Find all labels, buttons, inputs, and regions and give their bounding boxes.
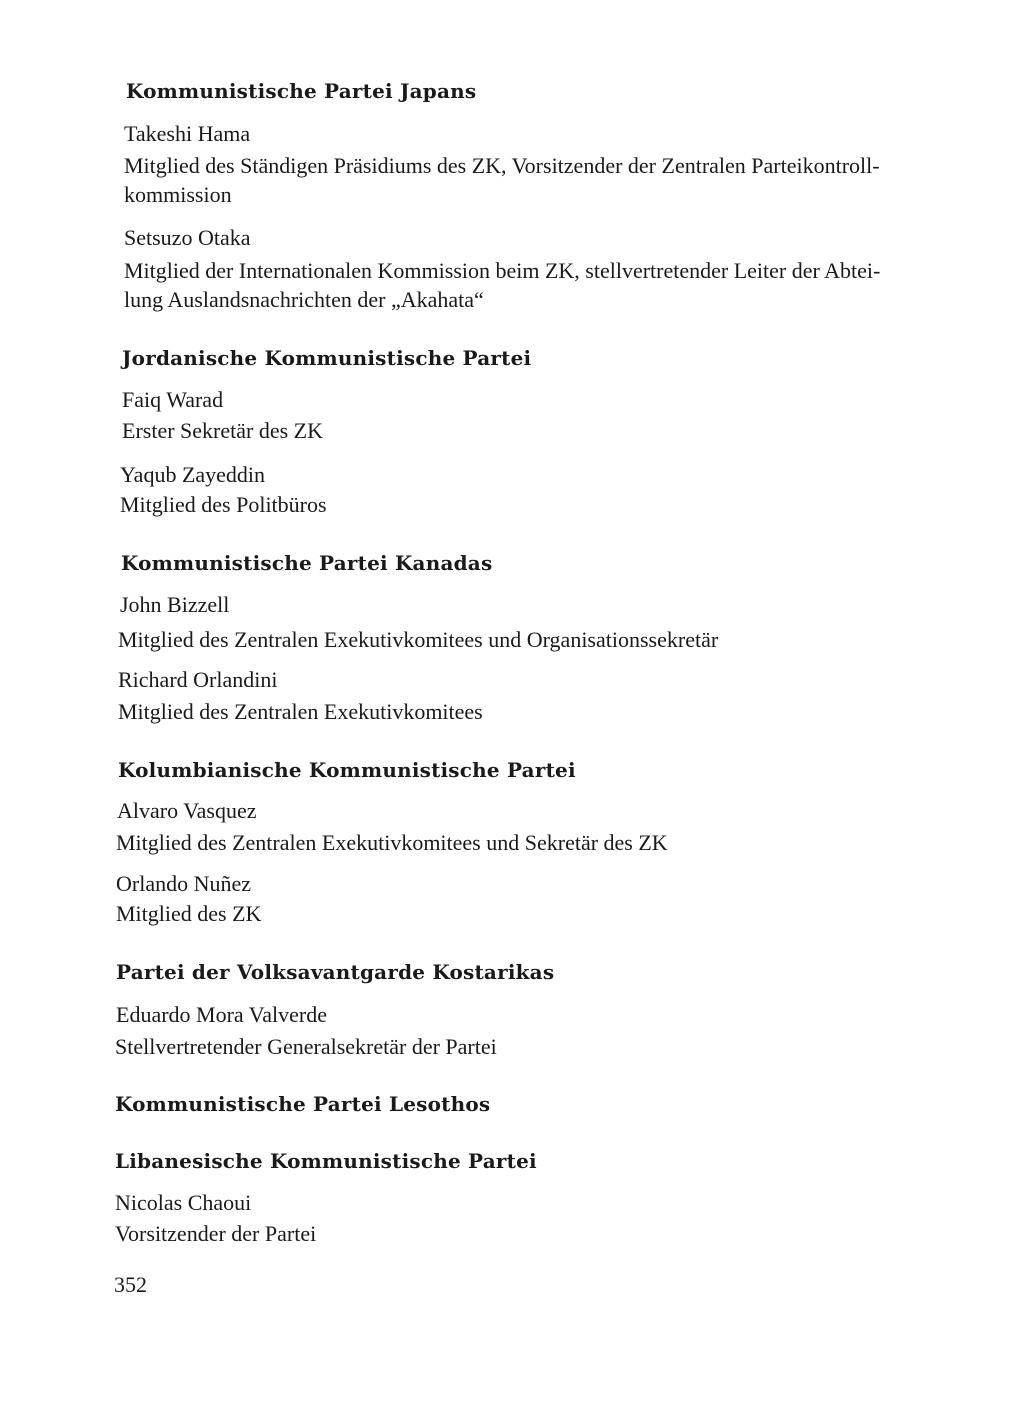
section-heading: Kommunistische Partei Japans <box>126 79 477 103</box>
member-name: Alvaro Vasquez <box>117 798 257 823</box>
member-role: Vorsitzender der Partei <box>115 1221 317 1246</box>
section-heading: Kolumbianische Kommunistische Partei <box>118 758 576 782</box>
member-role: Mitglied des ZK <box>116 901 262 926</box>
member-name: Yaqub Zayeddin <box>120 462 266 487</box>
member-role: Mitglied der Internationalen Kommission beim ZK, stellvertretender Leiter der Abtei- <box>124 258 881 283</box>
section-heading: Jordanische Kommunistische Partei <box>122 346 532 370</box>
member-role: Mitglied des Zentralen Exekutivkomitees und Sekretär des ZK <box>116 830 668 855</box>
member-role: Mitglied des Zentralen Exekutivkomitees <box>118 699 483 724</box>
member-role: Mitglied des Zentralen Exekutivkomitees und Organisationssekretär <box>118 627 719 652</box>
member-name: Richard Orlandini <box>118 667 278 692</box>
member-name: Eduardo Mora Valverde <box>116 1002 327 1027</box>
member-name: Takeshi Hama <box>124 121 251 146</box>
section-heading: Libanesische Kommunistische Partei <box>115 1149 537 1173</box>
member-name: Setsuzo Otaka <box>124 225 251 250</box>
member-role: Mitglied des Politbüros <box>120 492 327 517</box>
member-name: Nicolas Chaoui <box>115 1190 252 1215</box>
member-role: lung Auslandsnachrichten der „Akahata“ <box>124 287 484 312</box>
member-name: John Bizzell <box>120 592 230 617</box>
member-role: Erster Sekretär des ZK <box>122 418 323 443</box>
page-number: 352 <box>114 1272 147 1297</box>
member-name: Faiq Warad <box>122 387 224 412</box>
member-role: Stellvertretender Generalsekretär der Partei <box>115 1034 497 1059</box>
member-role: kommission <box>124 182 232 207</box>
member-name: Orlando Nuñez <box>116 871 252 896</box>
member-role: Mitglied des Ständigen Präsidiums des ZK, Vorsitzender der Zentralen Parteikontroll- <box>124 153 880 178</box>
section-heading: Kommunistische Partei Lesothos <box>115 1092 491 1116</box>
section-heading: Partei der Volksavantgarde Kostarikas <box>116 960 555 984</box>
section-heading: Kommunistische Partei Kanadas <box>121 551 493 575</box>
